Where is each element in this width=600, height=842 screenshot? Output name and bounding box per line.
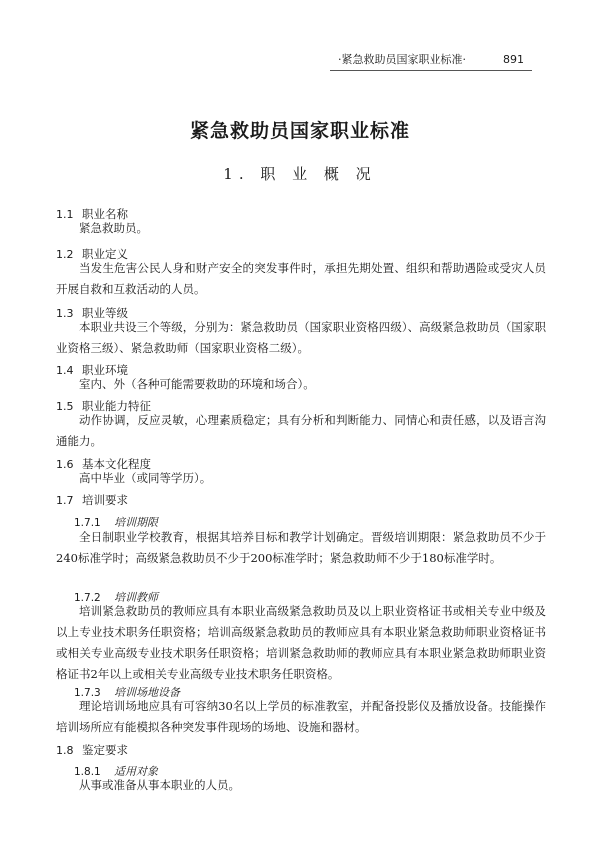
subsection-text-1-7-3: 理论培训场地应具有可容纳30名以上学员的标准教室，并配备投影仪及播放设备。技能操作培训场所应有能模拟各种突发事件现场的场地、设施和器材。 bbox=[56, 699, 546, 734]
subsection-title: 培训期限 bbox=[114, 516, 158, 529]
page-number: 891 bbox=[503, 53, 524, 66]
section-title: 培训要求 bbox=[82, 493, 128, 507]
subsection-text-1-7-2: 培训紧急救助员的教师应具有本职业高级紧急救助员及以上职业资格证书或相关专业中级及以上专业技术职务任职资格；培训高级紧急救助员的教师应具有本职业紧急救助师职业资格证书或相关专业高级专业技术职务任职资格；培训紧急救助师的教师应具有本职业紧急救助师职业资格证书2年以上或相关专业高级专业技术职务任职资格。 bbox=[56, 604, 546, 681]
section-number: 1.1 bbox=[56, 208, 74, 221]
chapter-heading: 1. 职 业 概 况 bbox=[223, 165, 377, 183]
section-text-1-1: 紧急救助员。 bbox=[79, 221, 148, 235]
section-title: 职业能力特征 bbox=[82, 399, 151, 413]
section-title: 职业名称 bbox=[82, 207, 128, 221]
section-number: 1.8 bbox=[56, 744, 74, 757]
section-text-1-3: 本职业共设三个等级，分别为：紧急救助员（国家职业资格四级）、高级紧急救助员（国家职业资格三级）、紧急救助师（国家职业资格二级）。 bbox=[56, 320, 546, 355]
running-header-title: ·紧急救助员国家职业标准· bbox=[338, 53, 466, 66]
subsection-number: 1.8.1 bbox=[74, 766, 101, 778]
section-number: 1.3 bbox=[56, 307, 74, 320]
subsection-number: 1.7.2 bbox=[74, 592, 101, 604]
section-text-1-2: 当发生危害公民人身和财产安全的突发事件时，承担先期处置、组织和帮助遇险或受灾人员开展自救和互救活动的人员。 bbox=[56, 261, 546, 296]
document-title: 紧急救助员国家职业标准 bbox=[189, 120, 410, 142]
subsection-text-1-8-1: 从事或准备从事本职业的人员。 bbox=[79, 778, 240, 792]
running-header bbox=[330, 50, 532, 71]
section-number: 1.6 bbox=[56, 458, 74, 471]
section-text-1-5: 动作协调，反应灵敏，心理素质稳定；具有分析和判断能力、同情心和责任感，以及语言沟通能力。 bbox=[56, 413, 546, 448]
section-number: 1.4 bbox=[56, 364, 74, 377]
subsection-title: 适用对象 bbox=[114, 765, 158, 778]
section-text-1-6: 高中毕业（或同等学历）。 bbox=[79, 471, 212, 485]
subsection-number: 1.7.3 bbox=[74, 687, 101, 699]
subsection-title: 培训场地设备 bbox=[114, 686, 180, 699]
subsection-text-1-7-1: 全日制职业学校教育，根据其培养目标和教学计划确定。晋级培训期限：紧急救助员不少于240标准学时；高级紧急救助员不少于200标准学时；紧急救助师不少于180标准学时。 bbox=[56, 530, 546, 565]
section-title: 基本文化程度 bbox=[82, 457, 151, 471]
section-title: 职业等级 bbox=[82, 306, 128, 320]
section-heading-1-7 bbox=[56, 492, 128, 508]
subsection-number: 1.7.1 bbox=[74, 517, 101, 529]
section-number: 1.5 bbox=[56, 400, 74, 413]
section-number: 1.2 bbox=[56, 248, 74, 261]
section-text-1-4: 室内、外（各种可能需要救助的环境和场合）。 bbox=[79, 377, 315, 391]
section-heading-1-8 bbox=[56, 742, 128, 758]
section-number: 1.7 bbox=[56, 494, 74, 507]
subsection-title: 培训教师 bbox=[114, 591, 158, 604]
section-title: 职业环境 bbox=[82, 363, 128, 377]
section-title: 职业定义 bbox=[82, 247, 128, 261]
section-title: 鉴定要求 bbox=[82, 743, 128, 757]
